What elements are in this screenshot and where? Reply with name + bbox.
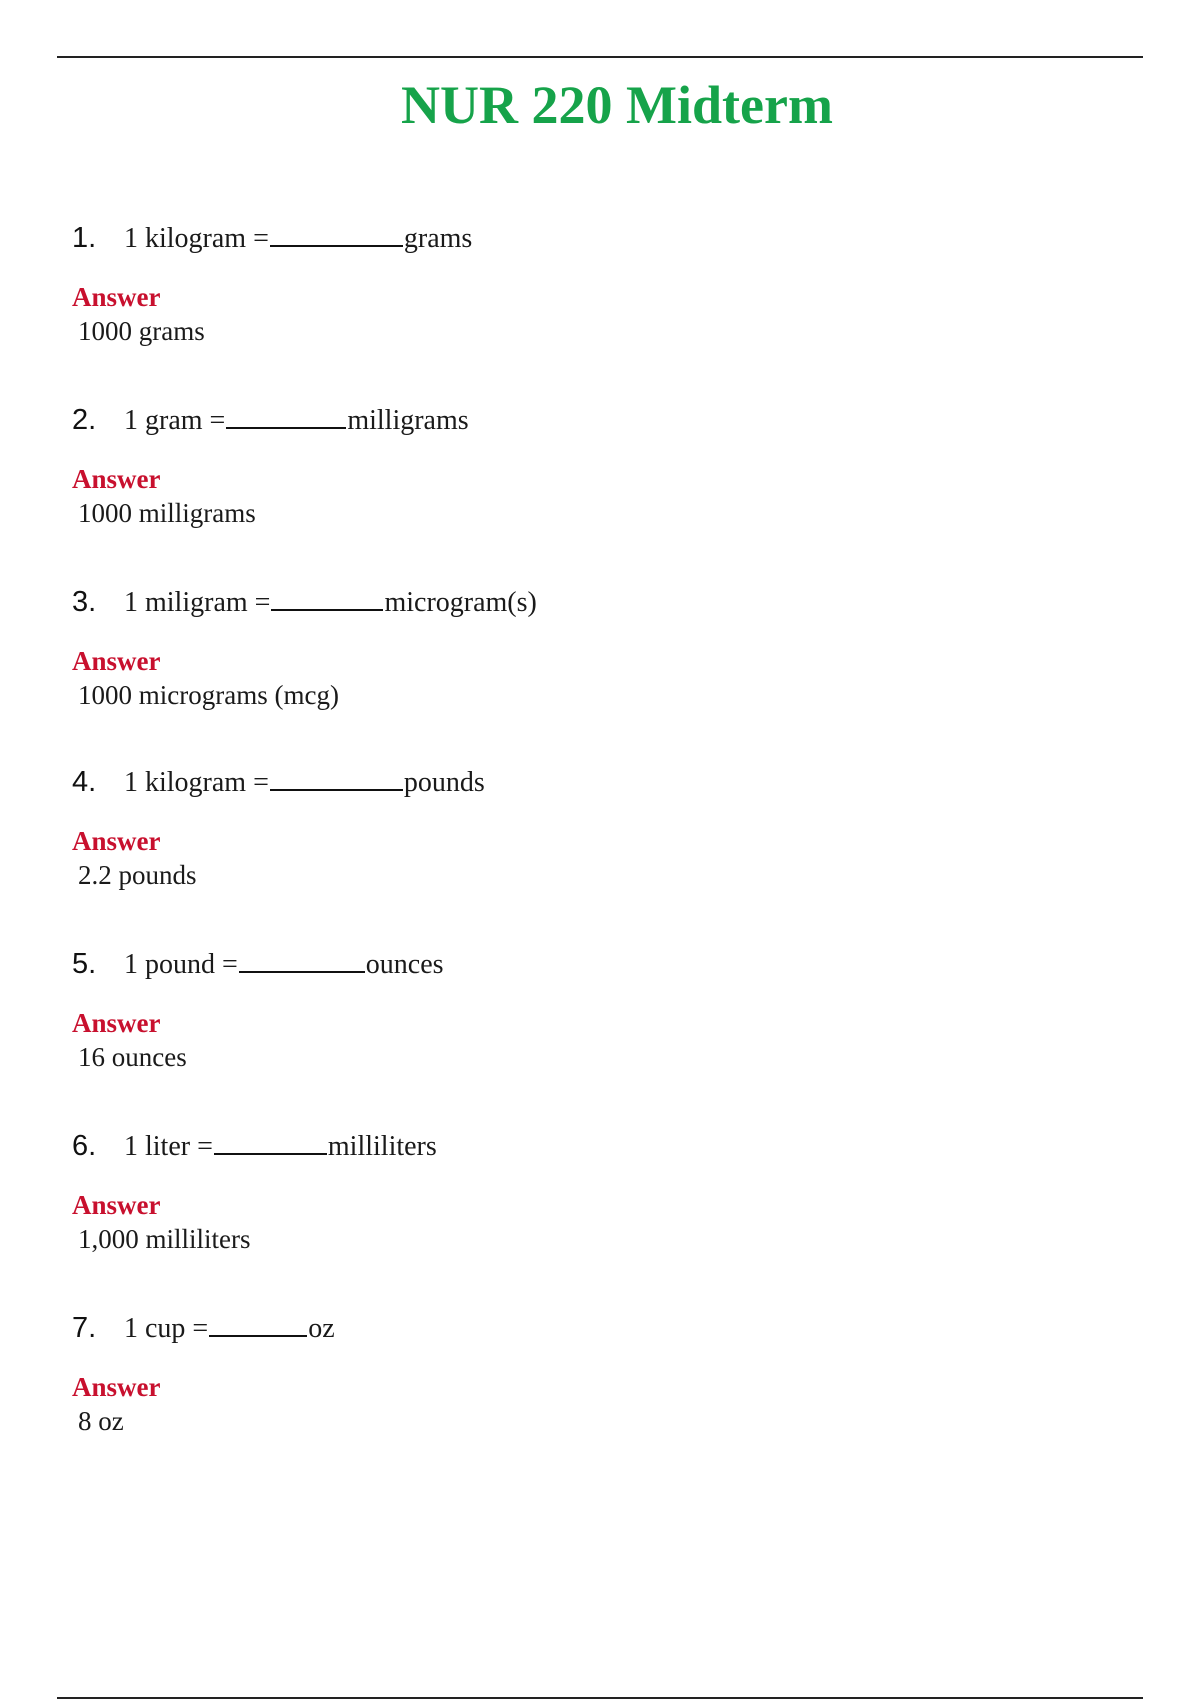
answer-label: Answer	[72, 1190, 161, 1220]
question-block	[72, 944, 972, 1074]
answer-text: 1000 micrograms (mcg)	[78, 680, 339, 710]
question-number: 6.	[72, 1130, 97, 1162]
answer-text: 8 oz	[78, 1406, 124, 1436]
question-number: 7.	[72, 1312, 97, 1344]
question-line	[72, 762, 972, 802]
question-block	[72, 582, 972, 712]
question-line	[72, 218, 972, 258]
question-suffix: oz	[308, 1313, 335, 1344]
question-line	[72, 582, 972, 622]
question-suffix: microgram(s)	[384, 587, 537, 618]
question-number: 2.	[72, 404, 97, 436]
question-prefix: 1 pound =	[124, 949, 238, 980]
question-line	[72, 400, 972, 440]
question-prefix: 1 liter =	[124, 1131, 213, 1162]
bottom-divider	[57, 1697, 1143, 1699]
question-number: 4.	[72, 766, 97, 798]
question-block	[72, 1126, 972, 1256]
question-line	[72, 1126, 972, 1166]
top-divider	[57, 56, 1143, 58]
question-suffix: milliliters	[327, 1131, 437, 1162]
answer-label: Answer	[72, 646, 161, 676]
answer-blank	[226, 405, 346, 429]
question-line	[72, 1308, 972, 1348]
answer-text: 2.2 pounds	[78, 860, 197, 890]
answer-blank	[239, 949, 365, 973]
answer-text: 1,000 milliliters	[78, 1224, 251, 1254]
question-block	[72, 218, 972, 348]
answer-blank	[214, 1131, 327, 1155]
answer-label: Answer	[72, 1008, 161, 1038]
answer-text: 1000 grams	[78, 316, 205, 346]
question-line	[72, 944, 972, 984]
question-block	[72, 400, 972, 530]
question-number: 5.	[72, 948, 97, 980]
answer-blank	[270, 767, 403, 791]
question-block	[72, 762, 972, 892]
answer-label: Answer	[72, 464, 161, 494]
question-number: 1.	[72, 222, 97, 254]
question-suffix: grams	[403, 223, 473, 254]
question-prefix: 1 gram =	[124, 405, 226, 436]
answer-text: 1000 milligrams	[78, 498, 256, 528]
question-prefix: 1 cup =	[124, 1313, 209, 1344]
question-number: 3.	[72, 586, 97, 618]
question-suffix: pounds	[403, 767, 485, 798]
question-suffix: ounces	[365, 949, 444, 980]
answer-label: Answer	[72, 1372, 161, 1402]
question-prefix: 1 kilogram =	[124, 767, 269, 798]
answer-blank	[271, 587, 383, 611]
answer-blank	[270, 223, 403, 247]
question-suffix: milligrams	[347, 405, 469, 436]
answer-text: 16 ounces	[78, 1042, 187, 1072]
question-prefix: 1 miligram =	[124, 587, 271, 618]
question-block	[72, 1308, 972, 1438]
answer-blank	[209, 1313, 307, 1337]
answer-label: Answer	[72, 826, 161, 856]
question-prefix: 1 kilogram =	[124, 223, 269, 254]
page-title: NUR 220 Midterm	[401, 75, 833, 135]
answer-label: Answer	[72, 282, 161, 312]
